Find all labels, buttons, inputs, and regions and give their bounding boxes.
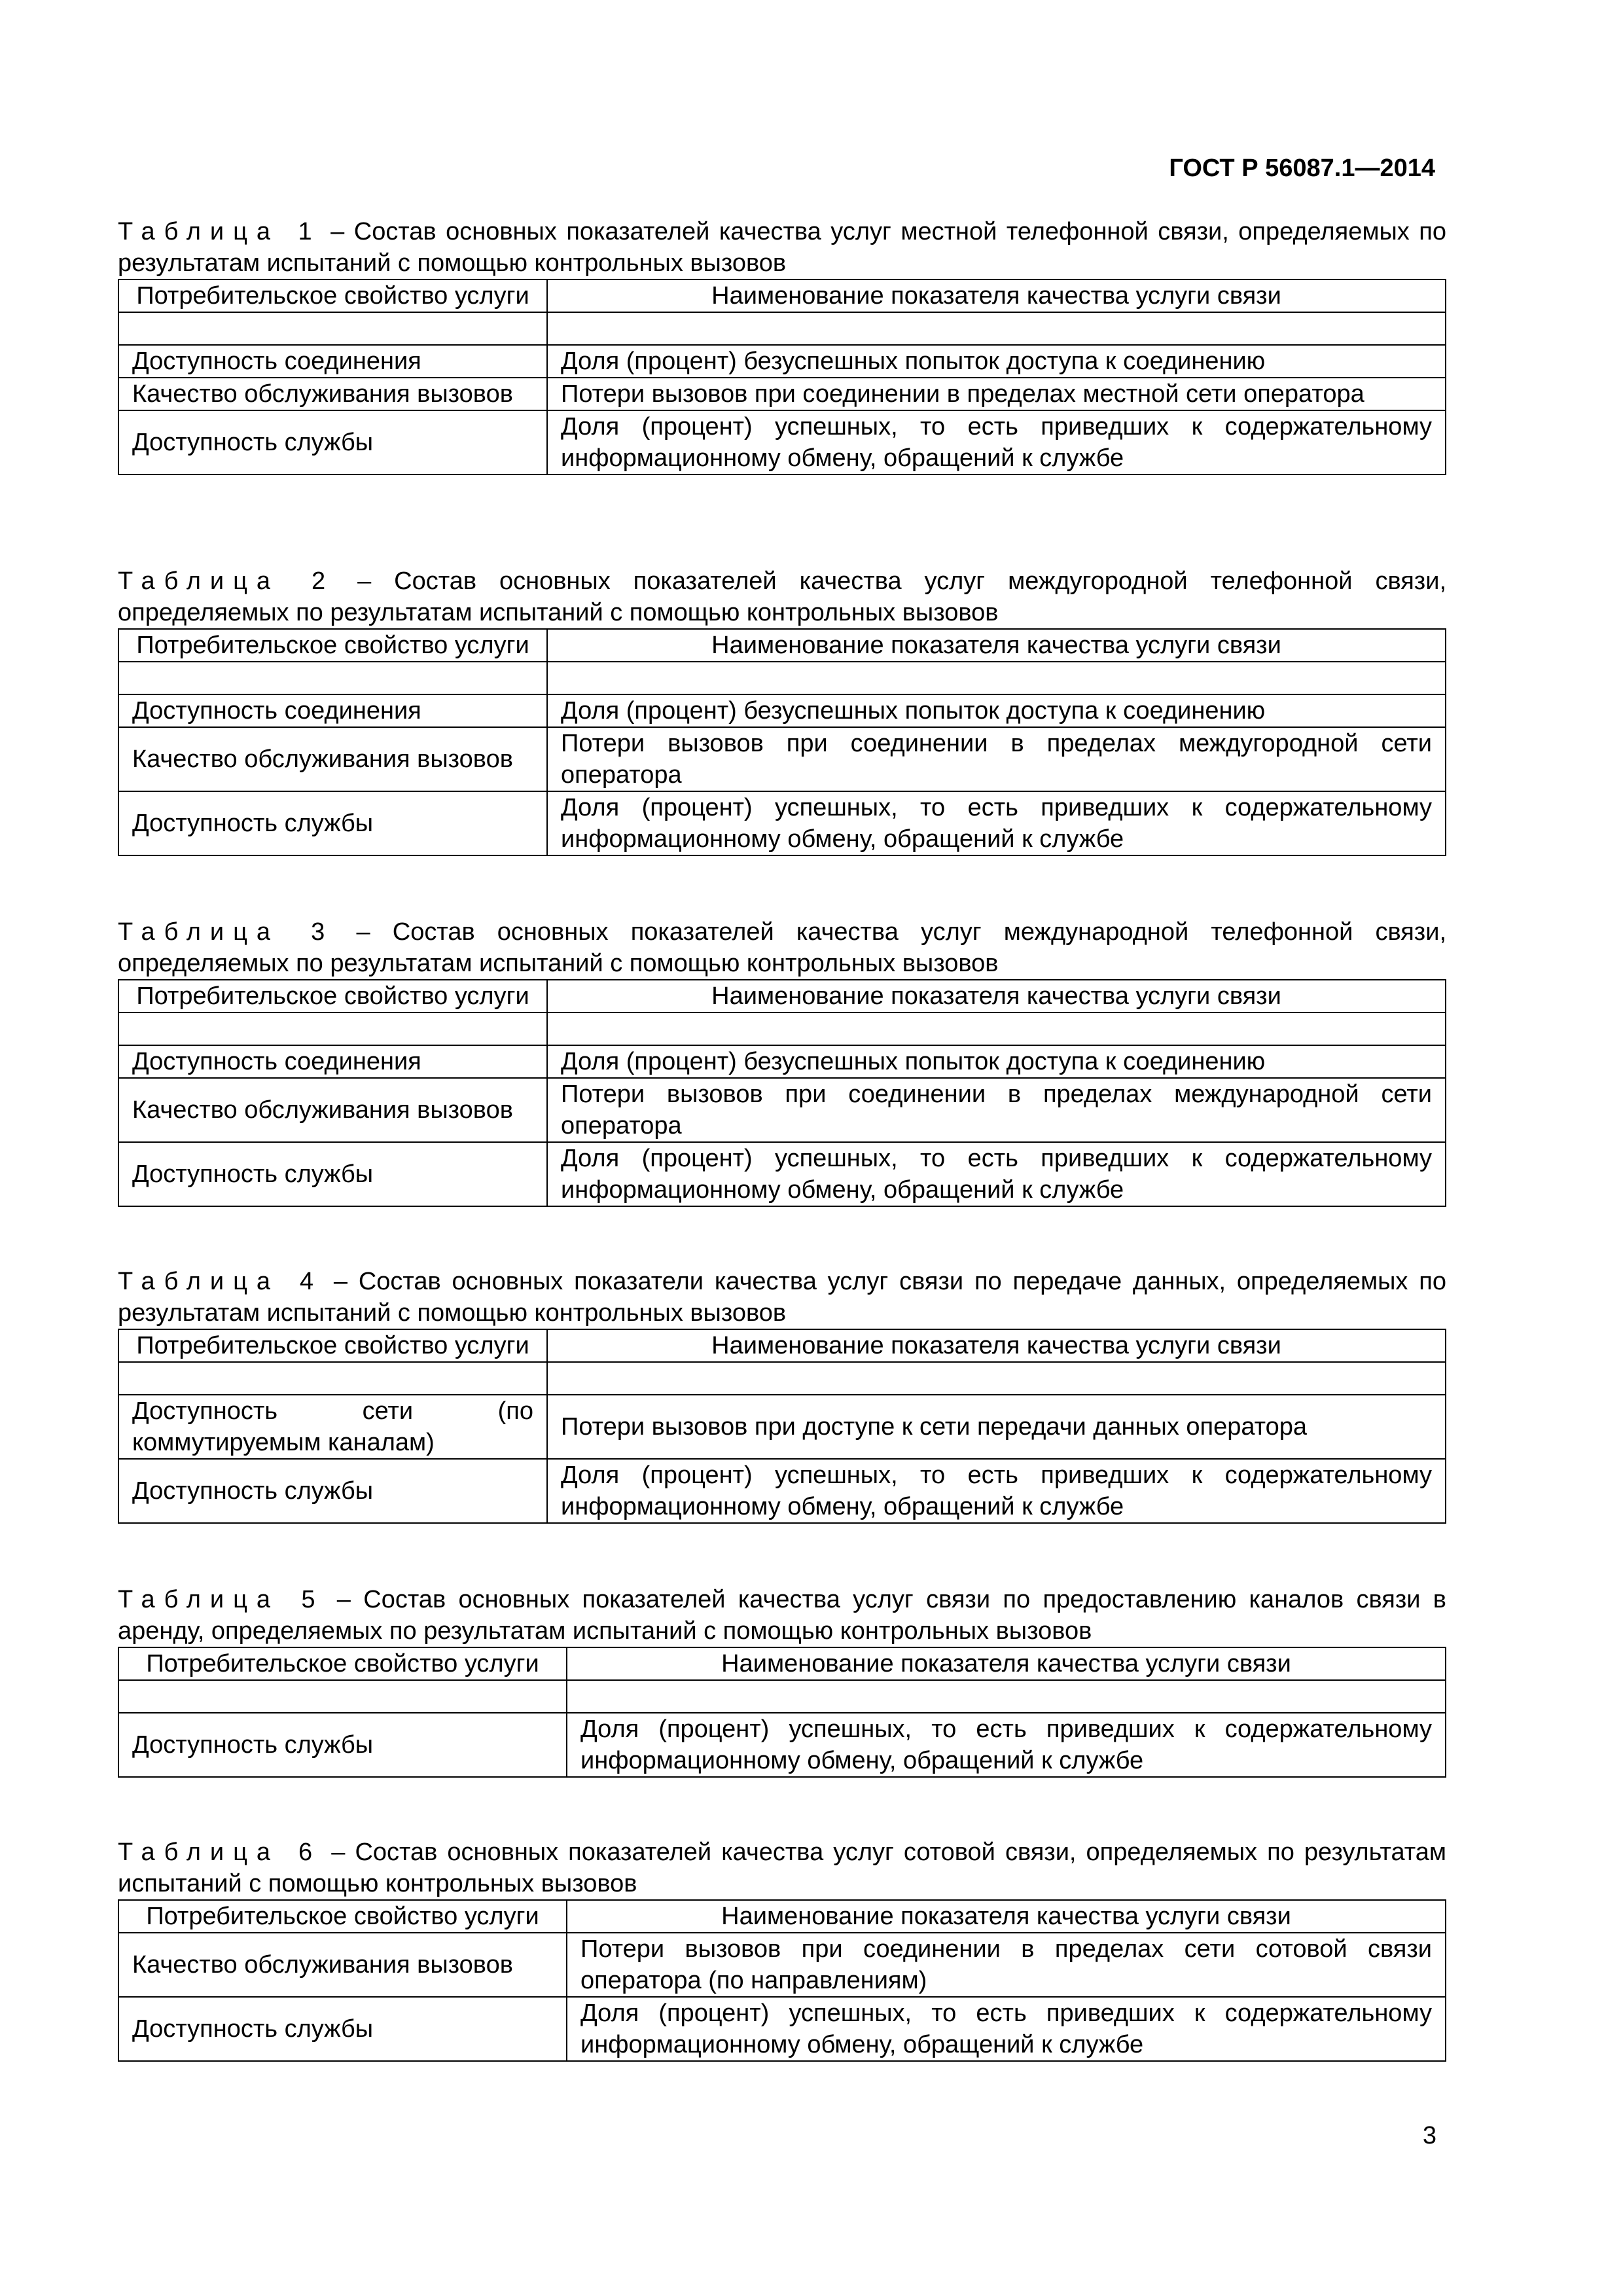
page-number: 3 [1422,2122,1436,2149]
table-3-label: Таблица 3 [118,918,334,946]
table-6-title: – Состав основных показателей качества услуг сотовой связи, определяемых по результатам испытаний с помощью контрольных вызовов [118,1839,1446,1897]
table-5 [118,1647,1446,1778]
property-cell: Доступность службы [118,1713,567,1777]
table-2-label: Таблица 2 [118,567,335,595]
property-cell: Доступность сети (по коммутируемым каналам) [118,1395,547,1459]
table-3-block [118,916,1446,1207]
table-row [118,1078,1446,1142]
table-2-block [118,565,1446,856]
table-5-block [118,1584,1446,1778]
table-1 [118,279,1446,475]
table-4 [118,1329,1446,1524]
table-6-label: Таблица 6 [118,1839,322,1866]
table-3-caption [118,916,1446,979]
table-5-title: – Состав основных показателей качества услуг связи по предоставлению каналов связи в аренду, определяемых по результатам испытаний с помощью контрольных вызовов [118,1586,1446,1645]
indicator-cell: Потери вызовов при соединении в пределах сети сотовой связи оператора (по направлениям) [567,1933,1446,1997]
column-header-indicator: Наименование показателя качества услуги связи [547,629,1446,662]
table-header-row [118,1900,1446,1933]
table-3-title: – Состав основных показателей качества услуг международной телефонной связи, определяемых по результатам испытаний с помощью контрольных вызовов [118,918,1447,977]
column-header-property: Потребительское свойство услуги [118,1329,547,1362]
table-header-row [118,980,1446,1013]
indicator-cell: Потери вызовов при соединении в пределах междугородной сети оператора [547,727,1446,791]
table-row [118,694,1446,727]
empty-row [118,312,1446,345]
property-cell: Доступность службы [118,1459,547,1523]
property-cell: Доступность службы [118,410,547,475]
indicator-cell: Потери вызовов при соединении в пределах местной сети оператора [547,378,1446,410]
table-header-row [118,1647,1446,1680]
empty-row [118,1680,1446,1713]
property-cell: Доступность соединения [118,345,547,378]
indicator-cell: Доля (процент) успешных, то есть приведших к содержательному информационному обмену, обращений к службе [567,1713,1446,1777]
indicator-cell: Доля (процент) безуспешных попыток доступа к соединению [547,1045,1446,1078]
property-cell: Качество обслуживания вызовов [118,378,547,410]
table-row [118,727,1446,791]
table-5-label: Таблица 5 [118,1586,325,1613]
table-5-caption [118,1584,1446,1647]
table-6-caption [118,1837,1446,1899]
table-row [118,791,1446,855]
table-row [118,1459,1446,1523]
table-row [118,1933,1446,1997]
property-cell: Доступность службы [118,791,547,855]
table-row [118,345,1446,378]
table-4-label: Таблица 4 [118,1268,323,1295]
property-cell: Качество обслуживания вызовов [118,1078,547,1142]
table-2 [118,628,1446,856]
table-1-block [118,216,1446,475]
empty-row [118,1013,1446,1045]
indicator-cell: Доля (процент) успешных, то есть приведших к содержательному информационному обмену, обращений к службе [547,791,1446,855]
table-4-caption [118,1266,1446,1329]
property-cell: Доступность службы [118,1142,547,1206]
indicator-cell: Доля (процент) успешных, то есть приведших к содержательному информационному обмену, обращений к службе [547,1142,1446,1206]
column-header-indicator: Наименование показателя качества услуги связи [567,1647,1446,1680]
indicator-cell: Доля (процент) успешных, то есть приведших к содержательному информационному обмену, обращений к службе [547,1459,1446,1523]
property-cell: Доступность соединения [118,1045,547,1078]
document-code: ГОСТ Р 56087.1—2014 [1169,154,1435,182]
table-header-row [118,629,1446,662]
table-3 [118,979,1446,1207]
indicator-cell: Потери вызовов при соединении в пределах международной сети оператора [547,1078,1446,1142]
table-row [118,1395,1446,1459]
empty-row [118,662,1446,694]
table-1-label: Таблица 1 [118,218,321,245]
column-header-indicator: Наименование показателя качества услуги связи [547,279,1446,312]
table-row [118,1713,1446,1777]
column-header-indicator: Наименование показателя качества услуги связи [547,1329,1446,1362]
table-row [118,1142,1446,1206]
table-4-title: – Состав основных показатели качества услуг связи по передаче данных, определяемых по результатам испытаний с помощью контрольных вызовов [118,1268,1446,1327]
empty-row [118,1362,1446,1395]
property-cell: Качество обслуживания вызовов [118,727,547,791]
indicator-cell: Доля (процент) безуспешных попыток доступа к соединению [547,694,1446,727]
column-header-property: Потребительское свойство услуги [118,1647,567,1680]
table-1-caption [118,216,1446,279]
table-row [118,1997,1446,2061]
indicator-cell: Доля (процент) успешных, то есть приведших к содержательному информационному обмену, обращений к службе [547,410,1446,475]
column-header-property: Потребительское свойство услуги [118,279,547,312]
column-header-indicator: Наименование показателя качества услуги связи [547,980,1446,1013]
indicator-cell: Потери вызовов при доступе к сети передачи данных оператора [547,1395,1446,1459]
column-header-indicator: Наименование показателя качества услуги связи [567,1900,1446,1933]
table-6 [118,1899,1446,2062]
table-row [118,410,1446,475]
indicator-cell: Доля (процент) безуспешных попыток доступа к соединению [547,345,1446,378]
table-header-row [118,1329,1446,1362]
property-cell: Доступность соединения [118,694,547,727]
column-header-property: Потребительское свойство услуги [118,1900,567,1933]
table-2-caption [118,565,1446,628]
table-1-title: – Состав основных показателей качества услуг местной телефонной связи, определяемых по результатам испытаний с помощью контрольных вызовов [118,218,1447,277]
table-4-block [118,1266,1446,1524]
column-header-property: Потребительское свойство услуги [118,980,547,1013]
column-header-property: Потребительское свойство услуги [118,629,547,662]
property-cell: Доступность службы [118,1997,567,2061]
table-header-row [118,279,1446,312]
table-6-block [118,1837,1446,2062]
property-cell: Качество обслуживания вызовов [118,1933,567,1997]
table-row [118,1045,1446,1078]
indicator-cell: Доля (процент) успешных, то есть приведших к содержательному информационному обмену, обращений к службе [567,1997,1446,2061]
table-2-title: – Состав основных показателей качества услуг междугородной телефонной связи, определяемых по результатам испытаний с помощью контрольных вызовов [118,567,1447,626]
table-row [118,378,1446,410]
